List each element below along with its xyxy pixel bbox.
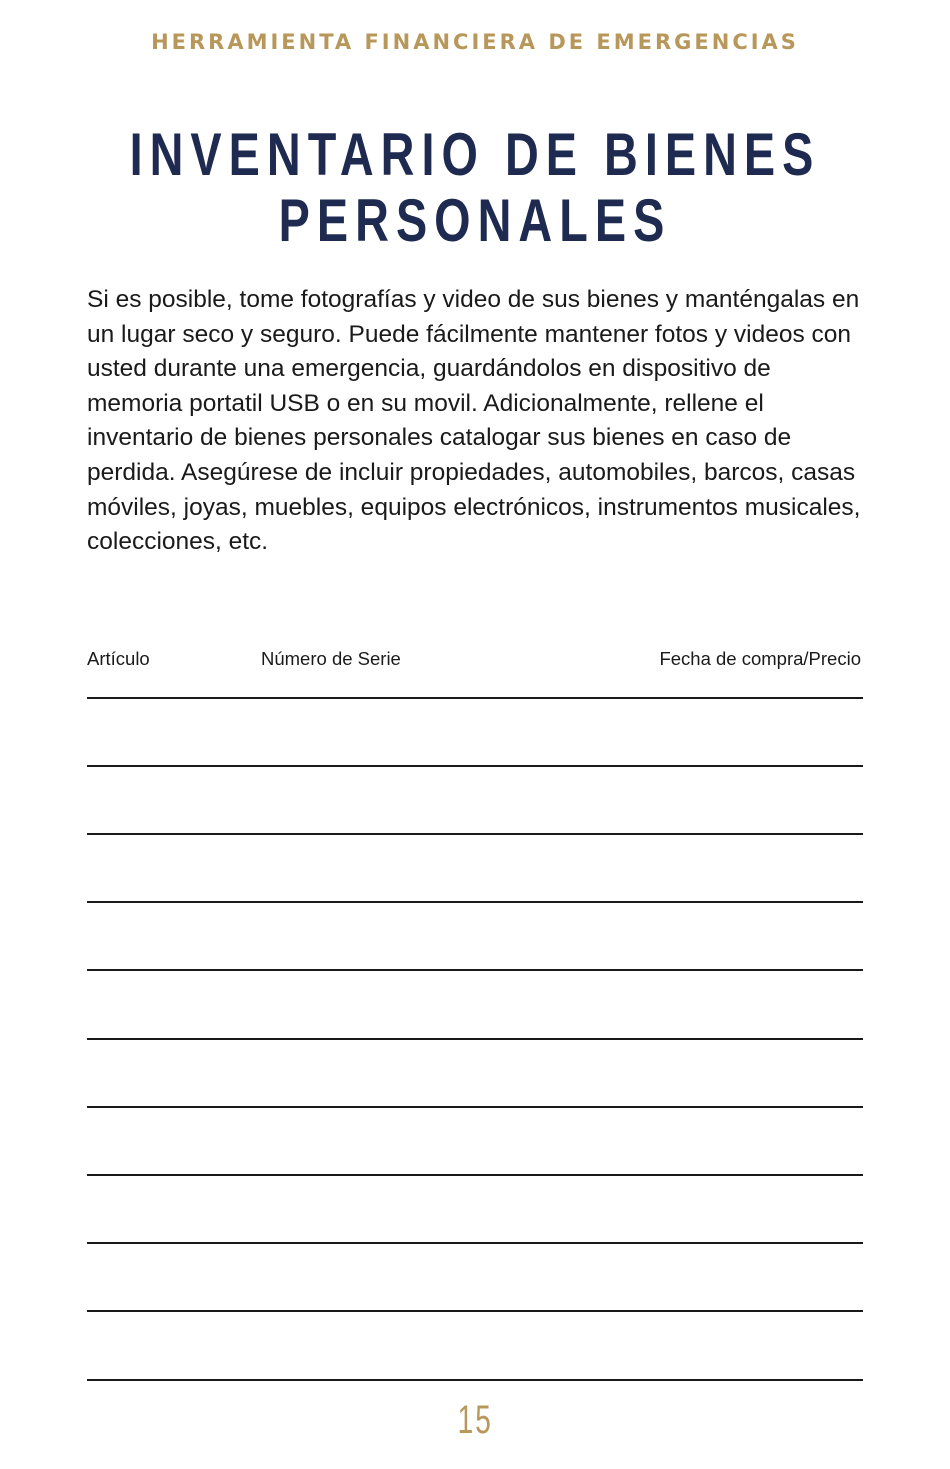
entry-line[interactable] [87, 969, 863, 971]
entry-line[interactable] [87, 1174, 863, 1176]
entry-line[interactable] [87, 765, 863, 767]
entry-line[interactable] [87, 1038, 863, 1040]
running-header: HERRAMIENTA FINANCIERA DE EMERGENCIAS [151, 30, 799, 54]
entry-line[interactable] [87, 1310, 863, 1312]
entry-line[interactable] [87, 1106, 863, 1108]
page-title [0, 122, 950, 254]
column-header-item: Artículo [87, 648, 150, 669]
page-title-line-2: PERSONALES [278, 187, 672, 254]
intro-paragraph: Si es posible, tome fotografías y video de sus bienes y manténgalas en un lugar seco y seguro. Puede fácilmente mantener fotos y videos con usted durante una emergencia, guardándolos en dispositivo de memoria portatil USB o en su movil. Adicionalmente, rellene el inventario de bienes personales catalogar sus bienes en caso de perdida. Asegúrese de incluir propiedades, automobiles, barcos, casas móviles, joyas, muebles, equipos electrónicos, instrumentos musicales, colecciones, etc. [87, 286, 861, 556]
page-title-line-1: INVENTARIO DE BIENES [129, 121, 821, 188]
entry-line[interactable] [87, 1379, 863, 1381]
entry-line[interactable] [87, 697, 863, 699]
entry-line[interactable] [87, 901, 863, 903]
page-number-value: 15 [457, 1398, 493, 1442]
entry-line[interactable] [87, 1242, 863, 1244]
entry-line[interactable] [87, 833, 863, 835]
page-number [0, 1398, 950, 1443]
column-header-serial-number: Número de Serie [261, 648, 401, 669]
column-header-purchase-date-price: Fecha de compra/Precio [659, 648, 861, 669]
